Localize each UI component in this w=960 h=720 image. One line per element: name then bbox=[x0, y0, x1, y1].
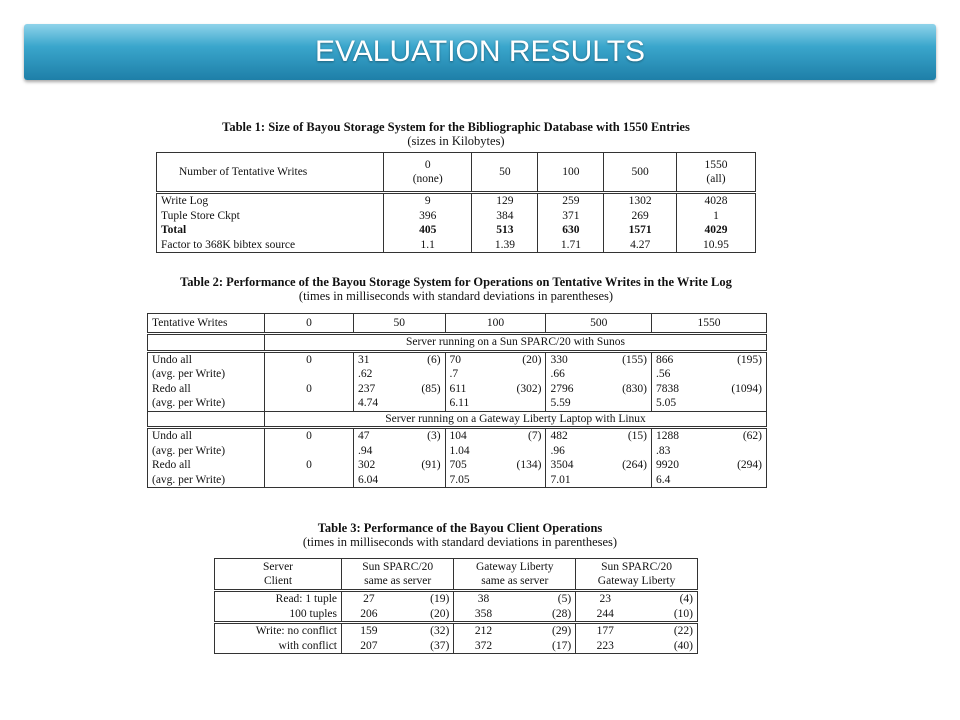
table3-stddev: (10) bbox=[673, 607, 693, 620]
table2-col-2: 100 bbox=[445, 314, 546, 334]
table2-col-1: 50 bbox=[354, 314, 446, 334]
table2-subcaption: (times in milliseconds with standard deviations in parentheses) bbox=[298, 289, 614, 303]
table2-value: 1.04 bbox=[449, 444, 470, 457]
table2-stddev: (6) bbox=[400, 351, 445, 367]
table1-cell: 1571 bbox=[604, 223, 677, 238]
table2-stddev bbox=[597, 367, 651, 382]
table2-stddev: (134) bbox=[492, 458, 546, 473]
table2-caption-block bbox=[96, 275, 816, 303]
table1-cell: 269 bbox=[604, 209, 677, 224]
table3-value: 23 bbox=[599, 593, 611, 605]
table1-col-3: 500 bbox=[604, 153, 677, 193]
table2-stddev bbox=[597, 473, 651, 488]
table2-stddev: (91) bbox=[400, 458, 445, 473]
table1-col-4-line2: (all) bbox=[706, 173, 726, 185]
table2-zero-cell: 0 bbox=[265, 382, 354, 397]
table2-section-title: Server running on a Sun SPARC/20 with Sunos bbox=[405, 336, 626, 348]
table2-stddev bbox=[492, 396, 546, 411]
table3-header-label bbox=[215, 559, 342, 591]
table1-cell: 513 bbox=[472, 223, 538, 238]
table2-value: 7.05 bbox=[449, 473, 470, 486]
table2-stddev: (830) bbox=[597, 382, 651, 397]
table1-cell: 259 bbox=[538, 193, 604, 209]
table3-row-label: Write: no conflict bbox=[215, 623, 342, 639]
table3-col-0 bbox=[342, 559, 454, 591]
table-row bbox=[148, 428, 767, 444]
table2-value: 866 bbox=[656, 353, 674, 366]
table2-row-label: (avg. per Write) bbox=[148, 444, 265, 459]
table2-value: 7838 bbox=[656, 382, 679, 395]
table3-col-1-line2: same as server bbox=[481, 575, 549, 587]
table1-col-0-line2: (none) bbox=[412, 173, 443, 185]
table1-cell: 396 bbox=[384, 209, 472, 224]
table2-stddev bbox=[400, 473, 445, 488]
table2-row-label: Redo all bbox=[148, 382, 265, 397]
table3-value: 358 bbox=[474, 607, 493, 620]
table2-value: 70 bbox=[449, 353, 462, 366]
table2-stddev: (155) bbox=[597, 351, 651, 367]
table2-value: 330 bbox=[550, 353, 568, 366]
table3-value: 372 bbox=[474, 639, 493, 652]
table1-cell: 1.39 bbox=[472, 238, 538, 253]
table3-stddev: (32) bbox=[396, 623, 454, 639]
table2-value: 1288 bbox=[656, 430, 679, 442]
table2-zero-cell bbox=[265, 444, 354, 459]
table1-row-label: Total bbox=[157, 223, 384, 238]
table-row bbox=[157, 209, 756, 224]
table2-header-label: Tentative Writes bbox=[148, 314, 265, 334]
table1-cell: 4029 bbox=[704, 224, 728, 236]
table3-value: 207 bbox=[360, 639, 378, 652]
table3-stddev: (40) bbox=[673, 639, 693, 652]
table3-value: 159 bbox=[360, 625, 378, 637]
table2-value: 5.59 bbox=[550, 397, 571, 409]
table1-subcaption: (sizes in Kilobytes) bbox=[407, 134, 505, 148]
table3-subcaption: (times in milliseconds with standard deviations in parentheses) bbox=[302, 535, 618, 549]
table2-stddev: (3) bbox=[400, 428, 445, 444]
table1-cell: 384 bbox=[472, 209, 538, 224]
table2-value: .66 bbox=[550, 368, 565, 380]
table-row bbox=[148, 382, 767, 397]
table2-value: .56 bbox=[656, 368, 671, 380]
table2-value: 302 bbox=[358, 459, 376, 471]
table-row bbox=[148, 444, 767, 459]
table2-value: 5.05 bbox=[656, 397, 677, 409]
table2-row-label: (avg. per Write) bbox=[148, 473, 265, 488]
table2-value: 6.11 bbox=[449, 397, 470, 409]
table2-value: .96 bbox=[550, 444, 565, 457]
table3-col-2-line1: Sun SPARC/20 bbox=[601, 560, 672, 573]
table3-stddev: (28) bbox=[513, 607, 576, 623]
table3-col-0-line2: same as server bbox=[364, 575, 432, 587]
table3-stddev: (29) bbox=[513, 623, 576, 639]
table2-header-row bbox=[148, 314, 767, 334]
table2 bbox=[147, 313, 767, 488]
table3-col-2-line2: Gateway Liberty bbox=[597, 575, 676, 587]
table2-zero-cell bbox=[265, 396, 354, 411]
table1-cell: 1 bbox=[713, 209, 719, 222]
table2-row-label: Redo all bbox=[148, 458, 265, 473]
table-row bbox=[157, 193, 756, 209]
table-row bbox=[215, 623, 698, 639]
table2-row-label: Undo all bbox=[148, 351, 265, 367]
table3-value: 38 bbox=[477, 593, 490, 605]
table2-zero-cell bbox=[265, 367, 354, 382]
table2-value: 611 bbox=[449, 382, 467, 395]
table-row bbox=[148, 473, 767, 488]
table2-value: 4.74 bbox=[358, 397, 379, 409]
table2-stddev bbox=[492, 444, 546, 459]
table1-cell: 10.95 bbox=[703, 238, 729, 251]
table3-value: 27 bbox=[363, 593, 375, 605]
table3-value: 206 bbox=[360, 607, 378, 620]
table1 bbox=[156, 152, 756, 253]
table-row bbox=[148, 351, 767, 367]
table2-value: 2796 bbox=[550, 382, 574, 395]
table3-stddev: (37) bbox=[396, 639, 454, 654]
table-row bbox=[148, 396, 767, 411]
table2-row-label: (avg. per Write) bbox=[148, 396, 265, 411]
table2-stddev: (7) bbox=[492, 428, 546, 444]
table1-cell: 405 bbox=[384, 223, 472, 238]
table-row bbox=[157, 238, 756, 253]
table2-col-0: 0 bbox=[265, 314, 354, 334]
table2-col-3: 500 bbox=[546, 314, 652, 334]
table2-stddev: (1094) bbox=[731, 382, 762, 395]
table1-cell: 129 bbox=[472, 193, 538, 209]
table3-stddev: (20) bbox=[396, 607, 454, 623]
table1-caption: Table 1: Size of Bayou Storage System for the Bibliographic Database with 1550 Entries bbox=[222, 120, 690, 134]
table2-value: .83 bbox=[656, 444, 671, 457]
table3-value: 244 bbox=[596, 607, 614, 620]
table2-value: 237 bbox=[358, 382, 376, 395]
table2-stddev bbox=[703, 444, 767, 459]
table1-cell: 1.1 bbox=[384, 238, 472, 253]
table1-header-label: Number of Tentative Writes bbox=[157, 153, 384, 193]
table3-stddev: (5) bbox=[513, 591, 576, 607]
table3-value: 177 bbox=[596, 625, 614, 637]
table2-value: 3504 bbox=[550, 459, 574, 471]
table2-value: 482 bbox=[550, 430, 568, 442]
table2-stddev bbox=[703, 367, 767, 382]
table1-row-label: Tuple Store Ckpt bbox=[157, 209, 384, 224]
table2-value: 705 bbox=[449, 459, 467, 471]
table1-col-2: 100 bbox=[538, 153, 604, 193]
table3-col-1 bbox=[454, 559, 576, 591]
table2-zero-cell: 0 bbox=[265, 428, 354, 444]
table2-stddev bbox=[597, 396, 651, 411]
table1-cell: 371 bbox=[538, 209, 604, 224]
slide-title: EVALUATION RESULTS bbox=[314, 35, 646, 68]
table-row bbox=[157, 223, 756, 238]
table-row bbox=[148, 458, 767, 473]
table2-stddev bbox=[400, 396, 445, 411]
table2-value: .7 bbox=[449, 368, 459, 380]
table2-value: 31 bbox=[358, 353, 370, 366]
table2-value: 6.4 bbox=[656, 473, 671, 486]
table2-stddev: (302) bbox=[492, 382, 546, 397]
table3-header-row bbox=[215, 559, 698, 591]
table2-stddev bbox=[400, 367, 445, 382]
table2-section-header bbox=[148, 411, 767, 428]
table1-row-label: Factor to 368K bibtex source bbox=[157, 238, 384, 253]
table-row bbox=[215, 591, 698, 607]
table3-caption: Table 3: Performance of the Bayou Client Operations bbox=[317, 521, 603, 535]
table2-value: 6.04 bbox=[358, 473, 379, 486]
table1-header-row bbox=[157, 153, 756, 193]
table3-col-1-line1: Gateway Liberty bbox=[475, 560, 554, 573]
table2-stddev bbox=[492, 473, 546, 488]
table2-value: .94 bbox=[358, 444, 373, 457]
table3-header-server: Server bbox=[262, 560, 293, 573]
table3 bbox=[214, 558, 698, 654]
table3-value: 223 bbox=[596, 639, 614, 652]
table3-header-client: Client bbox=[263, 575, 293, 587]
table2-stddev: (264) bbox=[597, 458, 651, 473]
table1-col-0 bbox=[384, 153, 472, 193]
table2-stddev: (20) bbox=[492, 351, 546, 367]
table2-stddev bbox=[597, 444, 651, 459]
table3-row-label: Read: 1 tuple bbox=[215, 591, 342, 607]
table3-stddev: (4) bbox=[679, 593, 693, 605]
table1-cell: 4028 bbox=[704, 195, 728, 207]
table2-col-4: 1550 bbox=[697, 316, 721, 329]
table-row bbox=[215, 607, 698, 623]
table1-cell: 1302 bbox=[604, 193, 677, 209]
table2-value: .62 bbox=[358, 368, 373, 380]
table2-section-title: Server running on a Gateway Liberty Laptop with Linux bbox=[385, 412, 646, 425]
table2-row-label: (avg. per Write) bbox=[148, 367, 265, 382]
table3-col-2 bbox=[576, 559, 698, 591]
table-row bbox=[215, 639, 698, 654]
table-row bbox=[148, 367, 767, 382]
table2-zero-cell: 0 bbox=[265, 351, 354, 367]
table3-col-0-line1: Sun SPARC/20 bbox=[362, 560, 434, 573]
table2-stddev: (195) bbox=[737, 353, 762, 366]
table2-stddev: (62) bbox=[742, 430, 762, 442]
table2-stddev bbox=[703, 473, 767, 488]
table1-cell: 630 bbox=[538, 223, 604, 238]
table2-stddev: (15) bbox=[597, 428, 651, 444]
table2-stddev bbox=[492, 367, 546, 382]
table2-stddev bbox=[400, 444, 445, 459]
table2-value: 9920 bbox=[656, 459, 679, 471]
table3-row-label: 100 tuples bbox=[215, 607, 342, 623]
table2-section-header bbox=[148, 334, 767, 352]
table2-value: 104 bbox=[449, 430, 467, 442]
table3-row-label: with conflict bbox=[215, 639, 342, 654]
table1-col-1: 50 bbox=[472, 153, 538, 193]
table2-row-label: Undo all bbox=[148, 428, 265, 444]
table1-cell: 4.27 bbox=[604, 238, 677, 253]
table3-stddev: (22) bbox=[673, 625, 693, 637]
table1-caption-block bbox=[150, 120, 762, 148]
table2-stddev bbox=[703, 396, 767, 411]
table1-col-0-line1: 0 bbox=[424, 158, 431, 171]
table3-stddev: (19) bbox=[396, 591, 454, 607]
table2-value: 47 bbox=[358, 430, 370, 442]
table1-cell: 1.71 bbox=[538, 238, 604, 253]
table1-col-4-line1: 1550 bbox=[704, 158, 728, 171]
table2-zero-cell bbox=[265, 473, 354, 488]
table2-value: 7.01 bbox=[550, 473, 571, 486]
title-banner bbox=[24, 24, 936, 80]
table3-value: 212 bbox=[474, 625, 493, 637]
table2-stddev: (294) bbox=[737, 459, 762, 471]
table1-row-label: Write Log bbox=[157, 193, 384, 209]
table2-caption: Table 2: Performance of the Bayou Storage System for Operations on Tentative Writes in the Write Log bbox=[180, 275, 732, 289]
table3-caption-block bbox=[240, 521, 680, 549]
table1-cell: 9 bbox=[384, 193, 472, 209]
table2-stddev: (85) bbox=[400, 382, 445, 397]
table1-col-4 bbox=[676, 153, 755, 193]
table2-zero-cell: 0 bbox=[265, 458, 354, 473]
table3-stddev: (17) bbox=[513, 639, 576, 654]
